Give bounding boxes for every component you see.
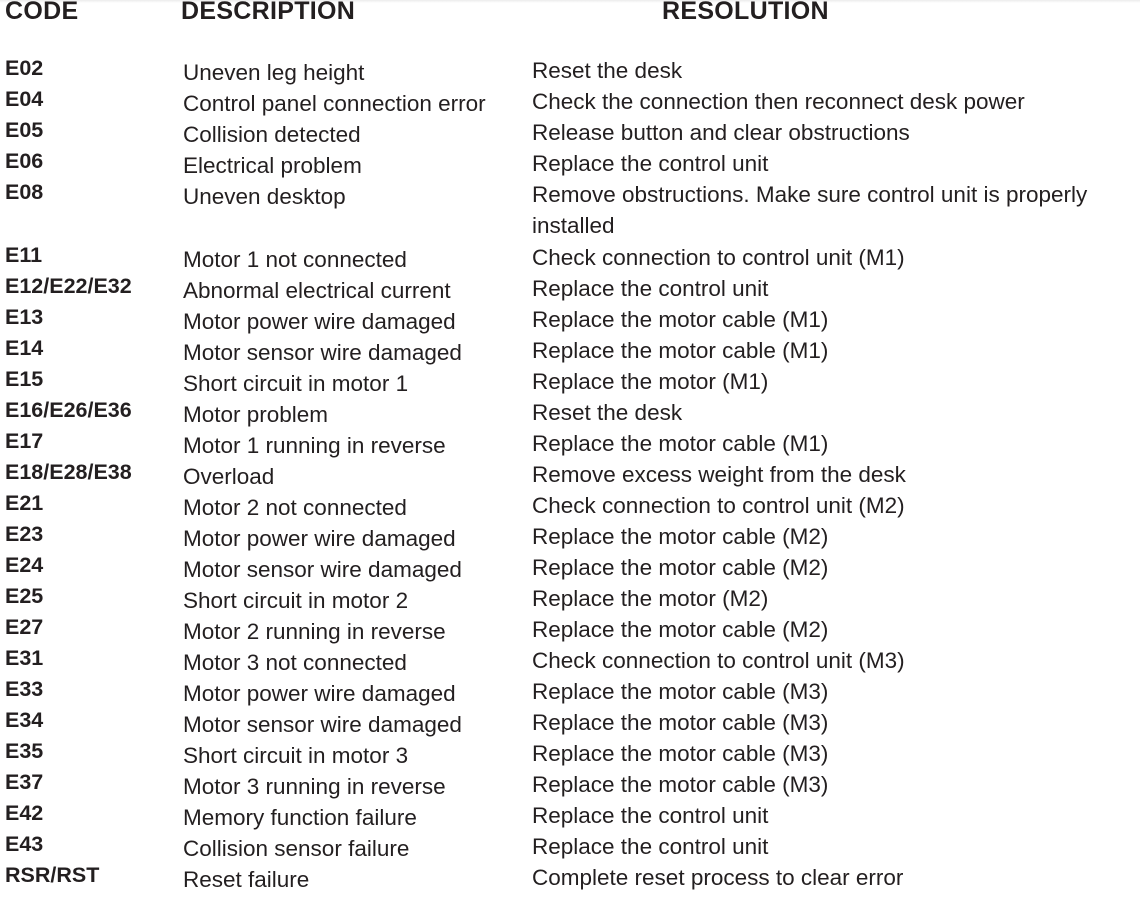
error-code: E21 [5,491,44,515]
error-description: Overload [183,464,275,489]
error-description: Uneven leg height [183,60,365,85]
error-code: E23 [5,522,44,546]
error-code: E12/E22/E32 [5,274,132,298]
table-row [0,583,1140,614]
error-description: Short circuit in motor 2 [183,588,409,613]
error-code: E06 [5,149,44,173]
table-row [0,769,1140,800]
error-code: E15 [5,367,44,391]
error-description: Motor 2 running in reverse [183,619,446,644]
table-row [0,366,1140,397]
error-resolution: Replace the motor cable (M2) [532,524,829,549]
error-code-table [0,55,1140,893]
error-description: Reset failure [183,867,310,892]
table-row [0,738,1140,769]
error-description: Motor 1 not connected [183,247,407,272]
error-resolution: Replace the motor cable (M1) [532,338,829,363]
error-code: E27 [5,615,44,639]
error-resolution: Replace the motor cable (M1) [532,431,829,456]
error-code: E25 [5,584,44,608]
table-row [0,862,1140,893]
top-edge-shade [0,0,1140,3]
error-description: Motor power wire damaged [183,681,456,706]
error-code: E37 [5,770,44,794]
error-code: E18/E28/E38 [5,460,132,484]
error-description: Motor sensor wire damaged [183,557,462,582]
table-row [0,614,1140,645]
table-row [0,552,1140,583]
error-code: E13 [5,305,44,329]
error-code: E05 [5,118,44,142]
error-resolution: Replace the motor cable (M3) [532,710,829,735]
error-description: Motor sensor wire damaged [183,712,462,737]
error-description: Collision detected [183,122,361,147]
error-description: Motor problem [183,402,329,427]
error-code: E16/E26/E36 [5,398,132,422]
error-description: Motor power wire damaged [183,526,456,551]
table-row [0,397,1140,428]
table-row [0,521,1140,552]
column-header-description: DESCRIPTION [181,0,356,25]
error-resolution: Replace the motor (M2) [532,586,769,611]
error-code: E14 [5,336,44,360]
error-code: E43 [5,832,44,856]
table-row [0,800,1140,831]
table-row [0,335,1140,366]
error-description: Motor sensor wire damaged [183,340,462,365]
table-row [0,148,1140,179]
error-resolution: Complete reset process to clear error [532,865,904,890]
error-code: RSR/RST [5,863,100,887]
error-description: Abnormal electrical current [183,278,451,303]
error-description: Uneven desktop [183,184,346,209]
error-resolution: Replace the motor cable (M3) [532,741,829,766]
error-description: Motor 2 not connected [183,495,407,520]
table-row [0,428,1140,459]
error-resolution: Replace the motor cable (M3) [532,772,829,797]
column-header-code: CODE [5,0,79,25]
table-row [0,490,1140,521]
error-code: E02 [5,56,44,80]
table-row [0,645,1140,676]
error-code: E31 [5,646,44,670]
error-resolution: Replace the control unit [532,151,769,176]
error-description: Memory function failure [183,805,417,830]
error-resolution: Replace the motor cable (M1) [532,307,829,332]
error-description: Short circuit in motor 3 [183,743,409,768]
error-resolution: Reset the desk [532,58,683,83]
error-resolution: Remove obstructions. Make sure control unit is properly installed [532,182,1088,238]
error-description: Motor 1 running in reverse [183,433,446,458]
error-code: E35 [5,739,44,763]
error-resolution: Replace the motor (M1) [532,369,769,394]
error-code: E24 [5,553,44,577]
error-resolution: Check connection to control unit (M3) [532,648,905,673]
column-header-resolution: RESOLUTION [662,0,829,25]
table-row [0,86,1140,117]
error-description: Motor 3 running in reverse [183,774,446,799]
table-row [0,179,1140,242]
error-resolution: Check connection to control unit (M2) [532,493,905,518]
error-resolution: Release button and clear obstructions [532,120,910,145]
error-code: E33 [5,677,44,701]
error-description: Short circuit in motor 1 [183,371,409,396]
error-code: E08 [5,180,44,204]
error-resolution: Replace the motor cable (M3) [532,679,829,704]
table-row [0,831,1140,862]
error-resolution: Replace the motor cable (M2) [532,617,829,642]
error-code: E11 [5,243,43,267]
error-code: E34 [5,708,44,732]
error-resolution: Replace the control unit [532,834,769,859]
table-row [0,304,1140,335]
error-description: Collision sensor failure [183,836,410,861]
error-description: Motor power wire damaged [183,309,456,334]
table-row [0,242,1140,273]
error-description: Electrical problem [183,153,362,178]
table-row [0,55,1140,86]
table-row [0,676,1140,707]
error-code: E42 [5,801,44,825]
error-resolution: Replace the control unit [532,276,769,301]
error-code: E04 [5,87,44,111]
error-resolution: Replace the control unit [532,803,769,828]
table-row [0,117,1140,148]
error-resolution: Check connection to control unit (M1) [532,245,905,270]
error-resolution: Check the connection then reconnect desk power [532,89,1025,114]
table-row [0,707,1140,738]
error-resolution: Replace the motor cable (M2) [532,555,829,580]
table-row [0,459,1140,490]
error-description: Control panel connection error [183,91,486,116]
error-code: E17 [5,429,44,453]
error-resolution: Reset the desk [532,400,683,425]
error-description: Motor 3 not connected [183,650,407,675]
table-row [0,273,1140,304]
error-resolution: Remove excess weight from the desk [532,462,906,487]
